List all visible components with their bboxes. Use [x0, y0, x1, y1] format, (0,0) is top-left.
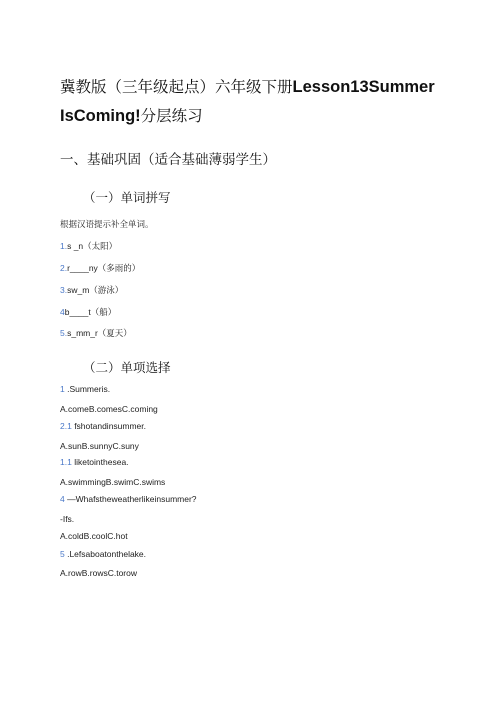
question-text: -Ifs.: [60, 514, 75, 524]
title-practice-label: 分层练习: [140, 107, 203, 125]
question-text: A.sunB.sunnyC.suny: [60, 441, 139, 451]
question-text: A.comeB.comesC.coming: [60, 404, 158, 414]
spelling-item: [60, 240, 117, 252]
item-text: s _n（太阳）: [67, 241, 118, 251]
question-text: A.swimmingB.swimC.swims: [60, 477, 166, 487]
item-number: 1.: [60, 241, 68, 251]
choice-line: [60, 549, 146, 559]
section-heading-basics: 一、基础巩固（适合基础薄弱学生）: [60, 152, 276, 168]
choice-line: [60, 514, 74, 524]
spelling-item: [60, 306, 116, 318]
item-number: 5.: [60, 328, 68, 338]
spelling-item: [60, 327, 132, 339]
question-text: liketointhesea.: [71, 457, 129, 467]
question-number: 5: [60, 549, 65, 559]
choice-line: [60, 404, 158, 414]
item-text: r____ny（多雨的）: [67, 263, 141, 273]
choice-line: [60, 421, 146, 431]
spelling-item: [60, 284, 123, 296]
title-cn-part: 冀教版（三年级起点）六年级下册: [60, 78, 293, 96]
question-text: .Summeris.: [64, 384, 111, 394]
choice-line: [60, 531, 128, 541]
question-number: 1: [60, 384, 65, 394]
choice-line: [60, 477, 165, 487]
question-number: 1.1: [60, 457, 72, 467]
title-lesson-part: Lesson13Summer: [292, 78, 435, 96]
item-text: b____t（船）: [64, 307, 117, 317]
question-text: fshotandinsummer.: [71, 421, 147, 431]
title-line-1: [60, 73, 460, 102]
spelling-item: [60, 262, 140, 274]
title-line-2: [60, 102, 460, 131]
choice-line: [60, 441, 139, 451]
question-text: —Whafstheweatherlikeinsummer?: [64, 494, 197, 504]
title-lesson-name: IsComing!: [60, 107, 141, 125]
part2-heading: （二）单项选择: [83, 360, 171, 375]
item-number: 3.: [60, 285, 68, 295]
item-text: s_mm_r（夏天）: [67, 328, 132, 338]
question-number: 4: [60, 494, 65, 504]
item-number: 2.: [60, 263, 68, 273]
part1-instruction: 根据汉语提示补全单词。: [60, 219, 154, 229]
question-text: A.rowB.rowsC.torow: [60, 568, 137, 578]
choice-line: [60, 384, 110, 394]
choice-line: [60, 457, 129, 467]
question-text: A.coldB.coolC.hot: [60, 531, 128, 541]
document-title: [60, 73, 460, 131]
question-number: 2.1: [60, 421, 72, 431]
item-number: 4: [60, 307, 65, 317]
part1-heading: （一）单词拼写: [83, 190, 171, 205]
choice-line: [60, 494, 197, 504]
question-text: .Lefsaboatonthelake.: [64, 549, 147, 559]
item-text: sw_m（游泳）: [67, 285, 124, 295]
choice-line: [60, 568, 137, 578]
